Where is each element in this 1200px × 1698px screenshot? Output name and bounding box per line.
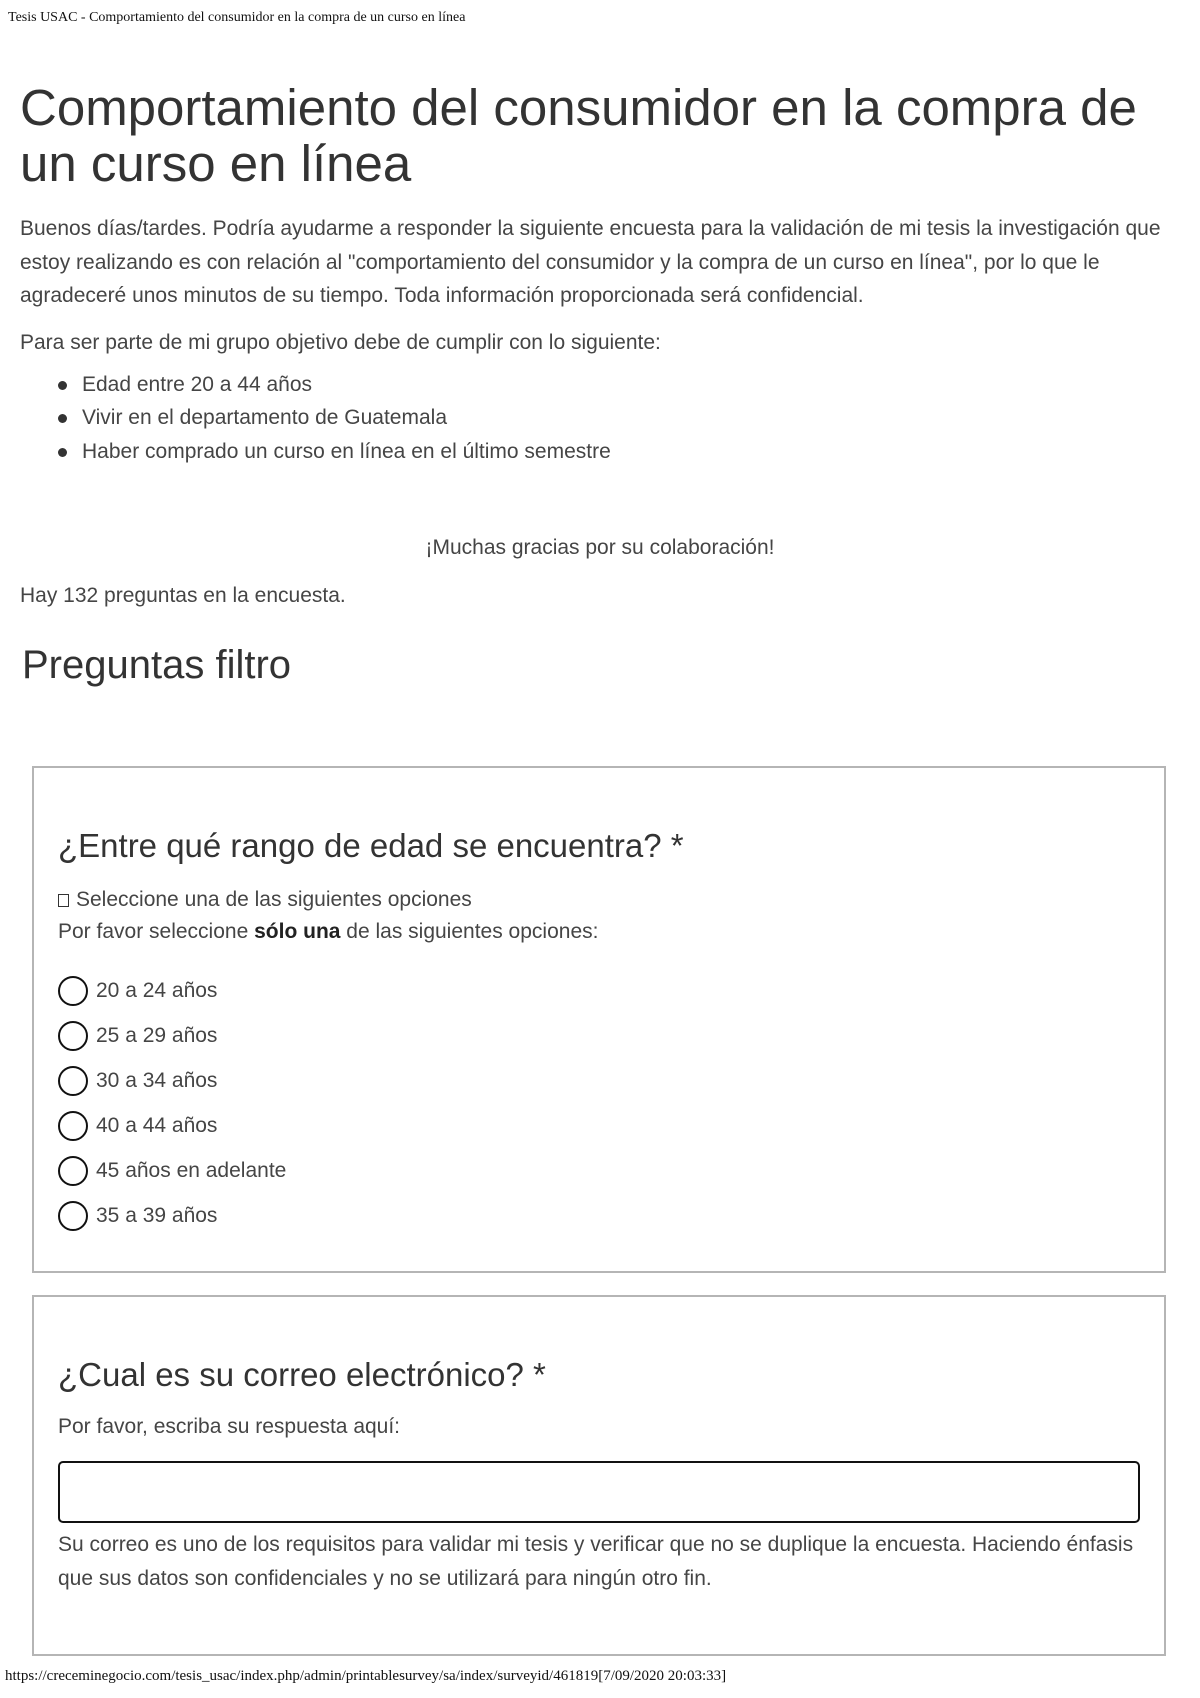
- bullet-icon: [58, 414, 67, 423]
- answer-options: [58, 968, 1140, 1238]
- question-count: Hay 132 preguntas en la encuesta.: [20, 584, 346, 607]
- survey-intro: Buenos días/tardes. Podría ayudarme a responder la siguiente encuesta para la validación de mi tesis la investigación que estoy realizando es con relación al "comportamiento del consumidor y la compra de un curso en línea", por lo que le agradeceré unos minutos de su tiempo. Toda información proporcionada será confidencial.: [20, 217, 1161, 307]
- radio-button[interactable]: [58, 976, 88, 1006]
- answer-option[interactable]: [58, 1058, 1140, 1103]
- radio-button[interactable]: [58, 1021, 88, 1051]
- requirement-text: Vivir en el departamento de Guatemala: [82, 406, 447, 429]
- email-field[interactable]: [58, 1461, 1140, 1523]
- requirements-list: [20, 368, 1180, 469]
- question-title: ¿Entre qué rango de edad se encuentra? *: [58, 827, 684, 864]
- survey-title: Comportamiento del consumidor en la compra de un curso en línea: [20, 79, 1137, 192]
- radio-button[interactable]: [58, 1156, 88, 1186]
- print-footer-url: https://creceminegocio.com/tesis_usac/index.php/admin/printablesurvey/sa/index/surveyid/461819[7/09/2020 20:03:33]: [5, 1668, 727, 1684]
- survey-content: [20, 80, 1180, 689]
- requirement-item: [58, 401, 1180, 435]
- bullet-icon: [58, 448, 67, 457]
- option-label: 30 a 34 años: [96, 1068, 218, 1092]
- option-label: 25 a 29 años: [96, 1023, 218, 1047]
- question-type-label: Seleccione una de las siguientes opciones: [76, 888, 472, 911]
- answer-option[interactable]: [58, 1148, 1140, 1193]
- answer-option[interactable]: [58, 1103, 1140, 1148]
- radio-button[interactable]: [58, 1111, 88, 1141]
- option-label: 35 a 39 años: [96, 1203, 218, 1227]
- requirement-text: Edad entre 20 a 44 años: [82, 372, 313, 396]
- group-title: Preguntas filtro: [22, 643, 292, 687]
- answer-option[interactable]: [58, 1013, 1140, 1058]
- question-body: [58, 1355, 1140, 1595]
- help-text-after: de las siguientes opciones:: [340, 920, 599, 943]
- help-text-before: Por favor seleccione: [58, 920, 255, 943]
- question-help: [58, 916, 1140, 948]
- target-group-intro: Para ser parte de mi grupo objetivo debe de cumplir con lo siguiente:: [20, 330, 661, 354]
- answer-option[interactable]: [58, 968, 1140, 1013]
- question-email: [32, 1295, 1166, 1656]
- print-header: Tesis USAC - Comportamiento del consumidor en la compra de un curso en línea: [8, 10, 466, 25]
- radio-button[interactable]: [58, 1201, 88, 1231]
- question-title: ¿Cual es su correo electrónico? *: [58, 1356, 546, 1393]
- question-type: [58, 884, 1140, 916]
- option-label: 20 a 24 años: [96, 978, 218, 1002]
- checkbox-icon: [58, 894, 69, 907]
- question-body: [58, 826, 1140, 1238]
- requirement-item: [58, 435, 1180, 469]
- answer-option[interactable]: [58, 1193, 1140, 1238]
- bullet-icon: [58, 381, 67, 390]
- help-text-bold: sólo una: [254, 920, 341, 943]
- option-label: 45 años en adelante: [96, 1158, 287, 1182]
- question-help: Por favor, escriba su respuesta aquí:: [58, 1415, 401, 1438]
- question-note: Su correo es uno de los requisitos para validar mi tesis y verificar que no se duplique la encuesta. Haciendo énfasis que sus datos son confidenciales y no se utilizará para ningún otro fin.: [58, 1533, 1134, 1590]
- requirement-item: [58, 368, 1180, 402]
- question-age-range: [32, 766, 1166, 1273]
- thanks-message: ¡Muchas gracias por su colaboración!: [425, 536, 775, 559]
- option-label: 40 a 44 años: [96, 1113, 218, 1137]
- requirement-text: Haber comprado un curso en línea en el último semestre: [82, 439, 611, 463]
- radio-button[interactable]: [58, 1066, 88, 1096]
